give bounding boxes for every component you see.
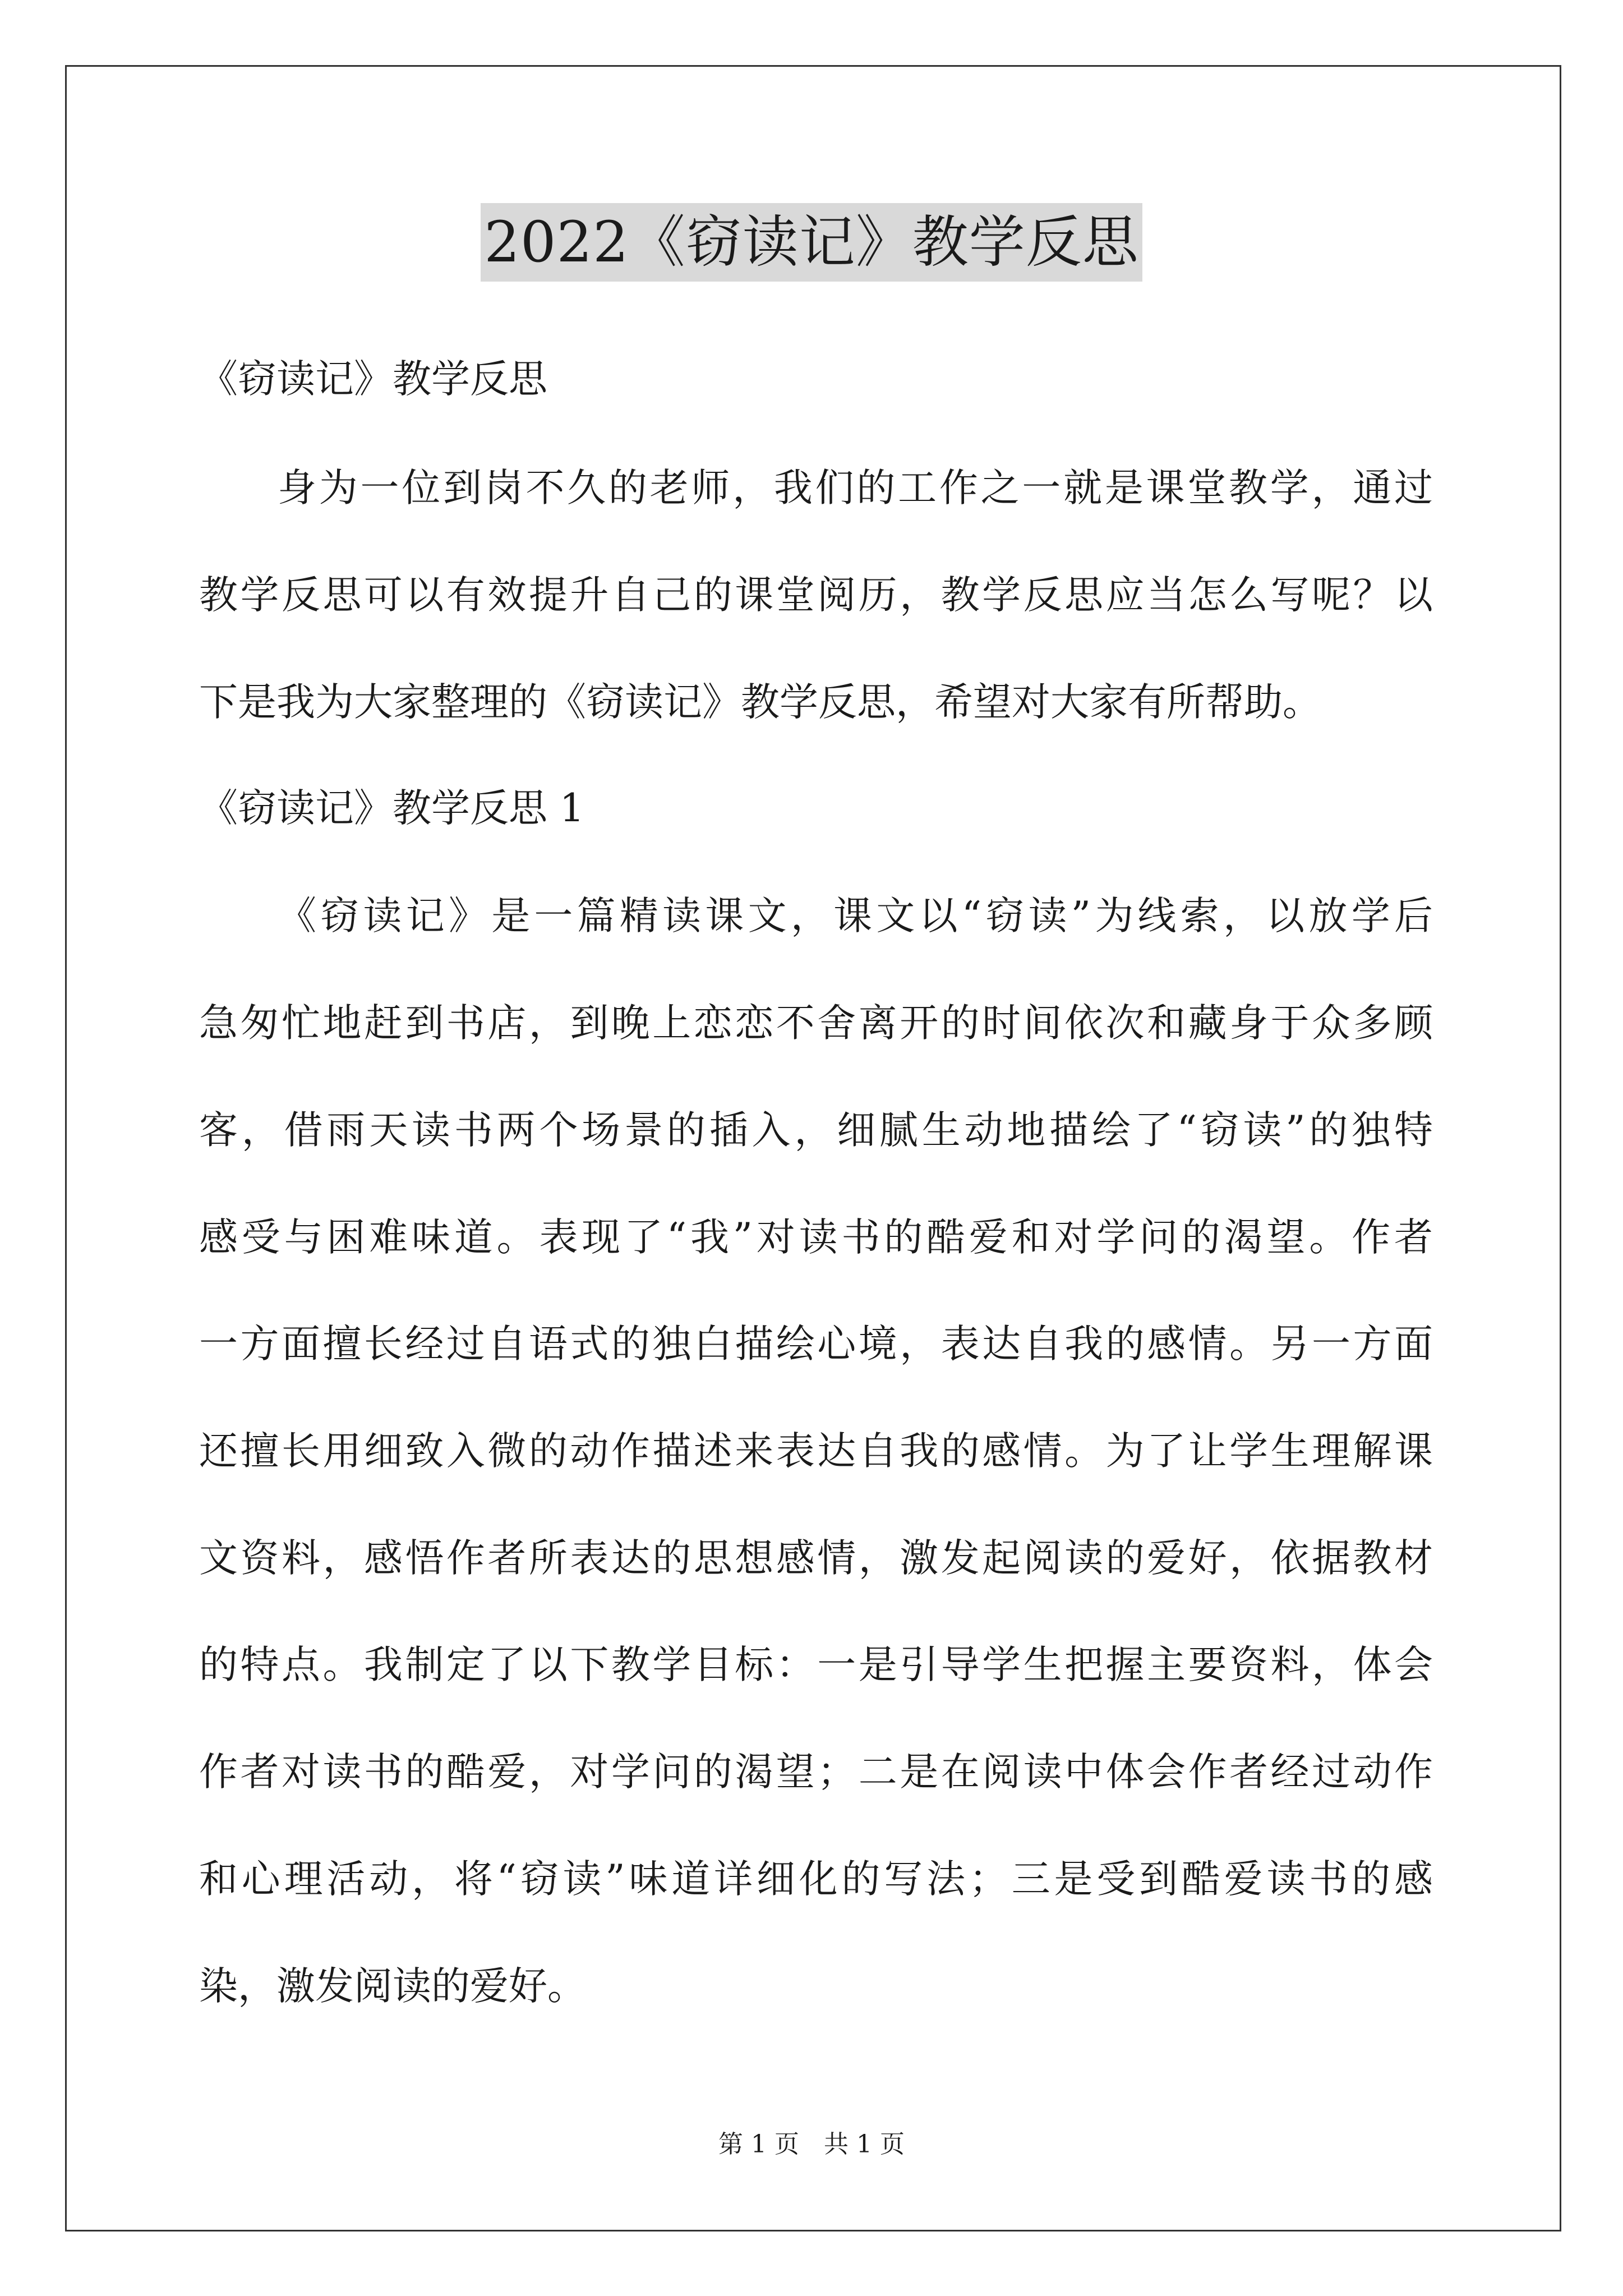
body-line-7: 文资料，感悟作者所表达的思想感情，激发起阅读的爱好，依据教材	[199, 1536, 1433, 1581]
body-line-9: 作者对读书的酷爱，对学问的渴望；二是在阅读中体会作者经过动作	[199, 1750, 1433, 1795]
intro-line-1: 身为一位到岗不久的老师，我们的工作之一就是课堂教学，通过	[278, 466, 1433, 510]
body-line-11: 染，激发阅读的爱好。	[199, 1964, 586, 2009]
body-line-2: 急匆忙地赶到书店，到晚上恋恋不舍离开的时间依次和藏身于众多顾	[199, 1001, 1433, 1046]
document-title: 2022《窃读记》教学反思	[481, 203, 1142, 282]
body-line-4: 感受与困难味道。表现了“我”对读书的酷爱和对学问的渴望。作者	[199, 1215, 1433, 1260]
body-line-3: 客，借雨天读书两个场景的插入，细腻生动地描绘了“窃读”的独特	[199, 1108, 1433, 1153]
section-heading: 《窃读记》教学反思 1	[199, 786, 584, 831]
intro-line-2: 教学反思可以有效提升自己的课堂阅历，教学反思应当怎么写呢？以	[199, 573, 1433, 618]
body-line-6: 还擅长用细致入微的动作描述来表达自我的感情。为了让学生理解课	[199, 1429, 1433, 1474]
body-line-1: 《窃读记》是一篇精读课文，课文以“窃读”为线索，以放学后	[278, 894, 1433, 938]
subtitle: 《窃读记》教学反思	[199, 357, 547, 402]
title-container	[0, 203, 1623, 282]
page-footer: 第 1 页 共 1 页	[718, 2130, 905, 2159]
body-line-10: 和心理活动，将“窃读”味道详细化的写法；三是受到酷爱读书的感	[199, 1857, 1433, 1902]
body-line-8: 的特点。我制定了以下教学目标：一是引导学生把握主要资料，体会	[199, 1642, 1433, 1687]
body-line-5: 一方面擅长经过自语式的独白描绘心境，表达自我的感情。另一方面	[199, 1322, 1433, 1366]
intro-line-3: 下是我为大家整理的《窃读记》教学反思，希望对大家有所帮助。	[199, 680, 1321, 725]
